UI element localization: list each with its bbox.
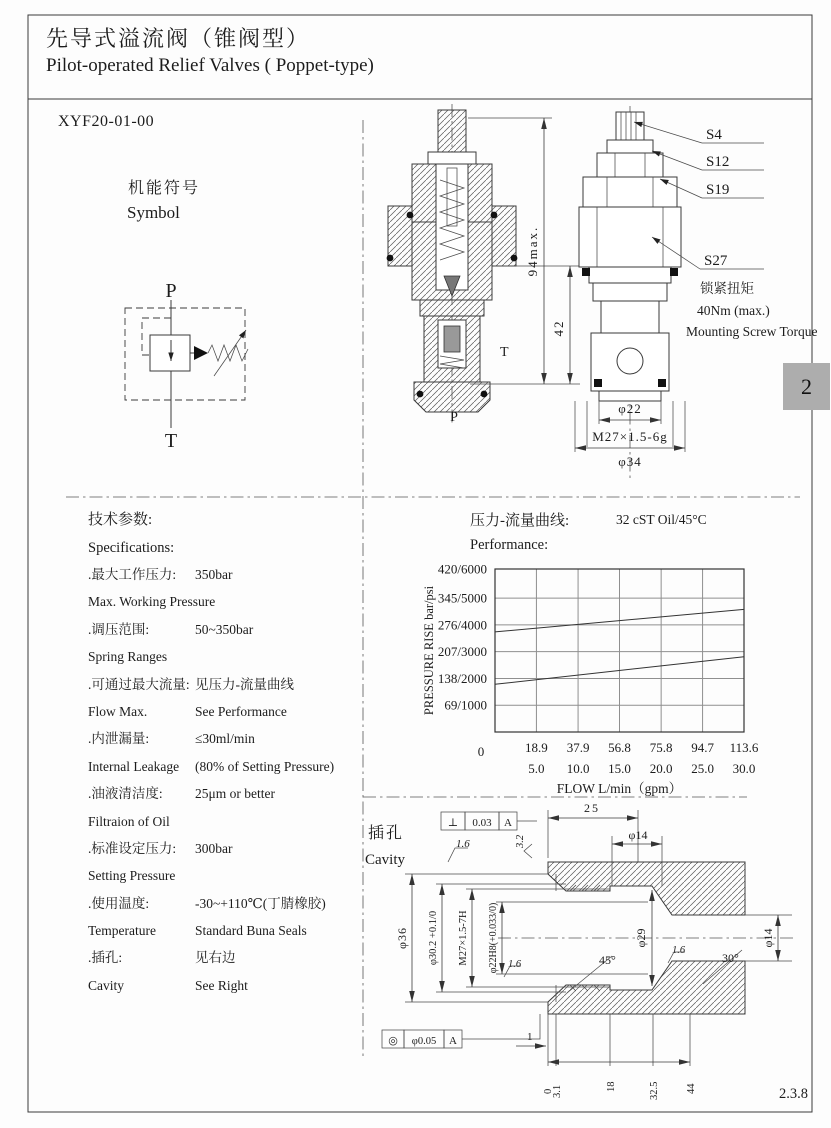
xtick-lpm: 37.9 (566, 740, 590, 755)
ytick-label: 138/2000 (437, 670, 487, 686)
spec-row: .内泄漏量: ≤30ml/min (88, 731, 255, 747)
adjustable-arrow-icon (214, 330, 246, 376)
xtick-gpm: 5.0 (528, 761, 545, 776)
dim-thread: M27×1.5-6g (592, 429, 668, 444)
ytick-label: 420/6000 (437, 561, 487, 577)
section-view (387, 104, 580, 425)
dim-d14-top: φ14 (628, 828, 648, 842)
spec-row: Cavity See Right (88, 977, 248, 993)
spec-row: .最大工作压力: 350bar (88, 567, 233, 582)
dim-angle30: 30° (722, 951, 739, 965)
xtick-lpm: 18.9 (525, 740, 548, 755)
xtick-lpm: 56.8 (608, 740, 631, 755)
ytick-label: 276/4000 (437, 617, 487, 633)
roughness-16-a: 1.6 (456, 838, 470, 850)
torque-label-zh: 锁紧扭矩 (700, 281, 754, 296)
dim-x0: 0 (543, 1088, 554, 1094)
roughness-32: 3.2 (515, 834, 526, 848)
dim-25: 25 (584, 801, 600, 815)
dim-thread-7h: M27×1.5-7H (458, 910, 469, 966)
gdt-perp-value: 0.03 (472, 817, 492, 829)
ytick-label: 207/3000 (437, 644, 487, 660)
dim-d22h8: φ22H8(+0.033/0) (488, 902, 499, 974)
oring-icon (417, 391, 424, 398)
outline-view (575, 106, 818, 480)
hydraulic-symbol (125, 280, 248, 452)
oring-icon (387, 255, 394, 262)
specs-heading-en: Specifications: (88, 540, 175, 556)
symbol-port-p: P (165, 280, 177, 302)
oring-icon (481, 391, 488, 398)
roughness-icon (448, 848, 468, 862)
xtick-gpm: 20.0 (649, 761, 673, 776)
page-title-zh: 先导式溢流阀（锥阀型） (46, 26, 311, 51)
symbol-heading-zh: 机能符号 (128, 180, 201, 197)
spec-row: Spring Ranges (88, 649, 168, 665)
chart-oil-condition: 32 cST Oil/45°C (616, 512, 707, 527)
model-number: XYF20-01-00 (58, 113, 155, 130)
pilot-triangle-icon (194, 346, 208, 360)
dim-insert-depth: 42 (551, 319, 566, 337)
label-s4: S4 (706, 127, 722, 143)
spec-row: Flow Max. See Performance (88, 703, 287, 719)
oring-icon (670, 268, 678, 276)
torque-value: 40Nm (max.) (697, 303, 770, 318)
specs-heading-zh: 技术参数: (88, 512, 153, 528)
origin-label: 0 (477, 744, 485, 759)
spec-row: .油液清洁度: 25μm or better (88, 786, 275, 802)
xtick-gpm: 25.0 (691, 761, 714, 776)
gdt-conc-datum: A (449, 1035, 457, 1047)
oring-icon (594, 379, 602, 387)
symbol-heading-en: Symbol (127, 203, 180, 222)
dim-x18: 18 (606, 1081, 617, 1092)
page-number: 2.3.8 (779, 1086, 808, 1102)
roughness-16-c: 1.6 (672, 945, 686, 956)
gdt-concentricity-icon: ◎ (388, 1035, 398, 1047)
specifications (88, 505, 368, 999)
dim-d36: φ36 (395, 927, 409, 949)
cavity-drawing (365, 801, 795, 1100)
x-axis-label: FLOW L/min（gpm） (556, 781, 683, 796)
dim-d14-right: φ14 (761, 928, 775, 948)
chart-subtitle-en: Performance: (470, 537, 549, 553)
spec-row: .使用温度: -30~+110℃(丁腈橡胶) (88, 895, 326, 911)
dim-d22: φ22 (618, 401, 642, 416)
spec-row: .可通过最大流量: 见压力-流量曲线 (88, 676, 294, 692)
xtick-gpm: 30.0 (732, 761, 756, 776)
spec-row: Setting Pressure (88, 868, 176, 884)
dim-x44: 44 (686, 1083, 697, 1094)
y-axis-label: PRESSURE RISE bar/psi (422, 585, 436, 716)
dim-d34: φ34 (618, 454, 642, 469)
gdt-perp-datum: A (504, 817, 512, 829)
dim-angle45: 45° (599, 953, 616, 967)
dim-x31: 3.1 (552, 1084, 563, 1098)
cavity-label-zh: 插孔 (368, 825, 405, 842)
xtick-lpm: 75.8 (649, 740, 673, 755)
oring-icon (658, 379, 666, 387)
spec-row: Max. Working Pressure (88, 594, 216, 610)
dim-1: 1 (527, 1031, 533, 1043)
spec-row: .标准设定压力: 300bar (88, 840, 233, 856)
label-s27: S27 (704, 253, 728, 269)
oring-icon (407, 212, 414, 219)
ytick-label: 69/1000 (444, 697, 487, 713)
performance-chart (422, 562, 759, 797)
symbol-port-t: T (164, 430, 178, 452)
chart-title-zh: 压力-流量曲线: (470, 513, 570, 529)
gdt-perpendicularity-icon: ⊥ (447, 817, 459, 829)
spec-row: Filtraion of Oil (88, 813, 170, 829)
torque-label-en: Mounting Screw Torque (686, 324, 818, 339)
dim-overall-length: 94max. (525, 225, 540, 277)
spec-row: Temperature Standard Buna Seals (88, 923, 307, 939)
page-title-en: Pilot-operated Relief Valves ( Poppet-type) (46, 55, 374, 76)
cavity-label-en: Cavity (365, 852, 405, 868)
xtick-lpm: 113.6 (729, 740, 759, 755)
label-s12: S12 (706, 154, 730, 170)
label-s19: S19 (706, 182, 730, 198)
oring-icon (491, 212, 498, 219)
xtick-lpm: 94.7 (691, 740, 714, 755)
chapter-side-tab: 2 (783, 363, 830, 410)
section-port-p: P (450, 410, 458, 425)
section-port-t: T (500, 345, 509, 360)
spring-icon (208, 345, 248, 361)
dim-x325: 32.5 (649, 1081, 660, 1100)
oring-icon (511, 255, 518, 262)
xtick-gpm: 10.0 (566, 761, 590, 776)
dim-d29: φ29 (634, 928, 648, 948)
ytick-label: 345/5000 (437, 590, 487, 606)
gdt-conc-value: φ0.05 (411, 1036, 437, 1047)
xtick-gpm: 15.0 (608, 761, 631, 776)
cross-hole (617, 348, 643, 374)
dim-d302: φ30.2 +0.1/0 (428, 910, 439, 966)
spec-row: .插孔: 见右边 (88, 950, 236, 966)
spec-row: Internal Leakage (80% of Setting Pressure) (88, 758, 335, 774)
roughness-16-b: 1.6 (508, 959, 522, 970)
oring-icon (582, 268, 590, 276)
spec-row: .调压范围: 50~350bar (88, 621, 254, 637)
